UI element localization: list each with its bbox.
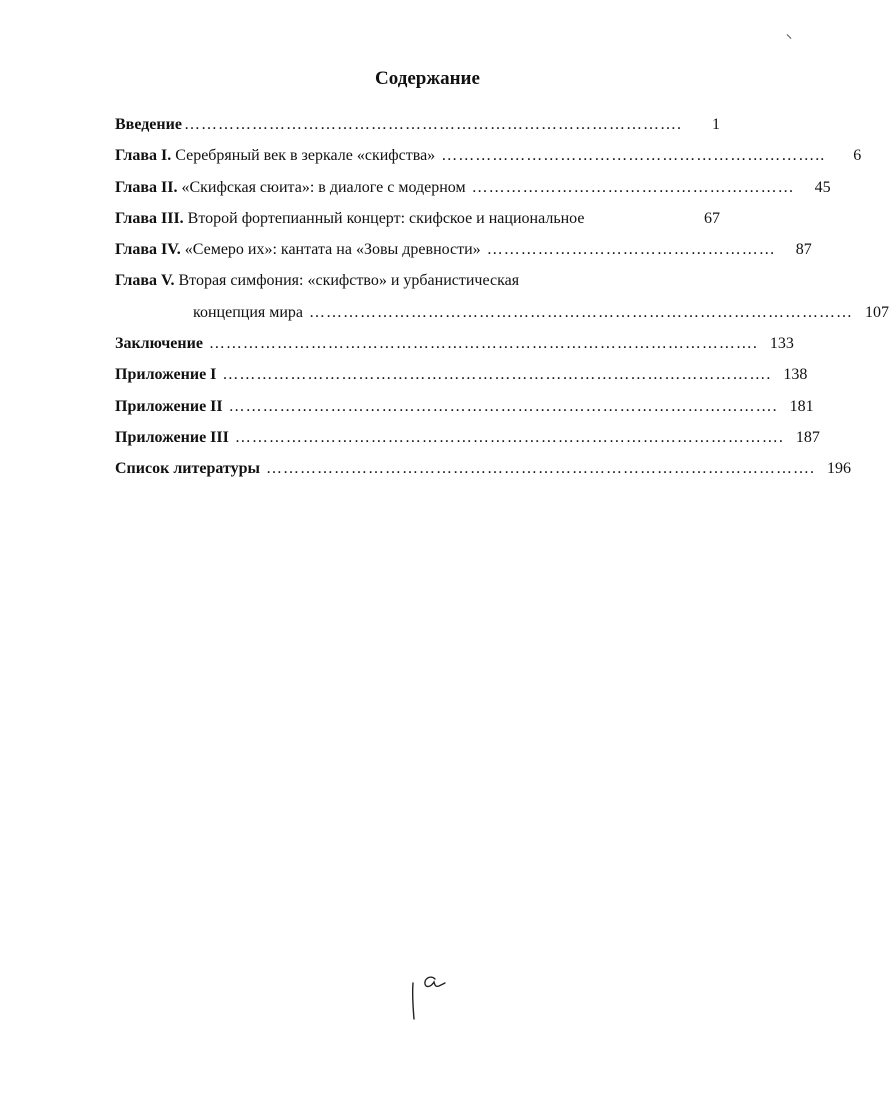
- toc-page-number: 107: [865, 303, 889, 321]
- toc-page-number: 138: [783, 366, 808, 384]
- toc-entry-chapter-5-continued: концепция мира …………………………………………………………………………………… 107: [115, 302, 720, 333]
- toc-entry-introduction: Введение ……………………………………………………………………………. 1: [115, 114, 720, 145]
- toc-entry-appendix-3: Приложение III ……………………………………………………………………………………. 187: [115, 427, 720, 458]
- toc-entry-title: Второй фортепианный концерт: скифское и национальное: [183, 209, 585, 227]
- toc-entry-bibliography: Список литературы ……………………………………………………………………………………. 196: [115, 458, 720, 489]
- page-title: Содержание: [375, 68, 480, 89]
- toc-page-number: 87: [795, 241, 812, 259]
- toc-entry-title: [223, 398, 227, 415]
- toc-entry-title: концепция мира: [193, 303, 308, 321]
- toc-page-number: 181: [789, 397, 814, 415]
- scan-speck: [787, 34, 792, 39]
- toc-entry-chapter-4: Глава IV. «Семеро их»: кантата на «Зовы древности» …………………………………………… 87: [115, 239, 720, 270]
- handwritten-note-text: a: [405, 975, 406, 976]
- toc-entry-chapter-3: [115, 208, 720, 239]
- toc-page-number: 6: [853, 147, 862, 165]
- toc-entry-label: Приложение II: [115, 397, 223, 415]
- toc-entry-title: [229, 429, 233, 446]
- toc-page-number: 196: [827, 460, 851, 478]
- toc-entry-label: Приложение I: [115, 366, 217, 384]
- toc-entry-chapter-5: [115, 270, 720, 301]
- toc-entry-label: Введение: [115, 116, 182, 133]
- toc-entry-conclusion: Заключение ……………………………………………………………………………………. 133: [115, 333, 720, 364]
- toc-entry-label: Заключение: [115, 335, 203, 353]
- toc-entry-title: [203, 335, 207, 352]
- toc-page-number: 187: [795, 428, 820, 446]
- toc-entry-title: [260, 460, 264, 477]
- toc-entry-title: Серебряный век в зеркале «скифства»: [171, 147, 440, 165]
- toc-entry-appendix-2: Приложение II ……………………………………………………………………………………. 181: [115, 396, 720, 427]
- toc-page-number: 133: [769, 335, 794, 353]
- toc-entry-label: Глава IV.: [115, 241, 181, 259]
- toc-entry-label: Глава I.: [115, 147, 172, 165]
- toc-entry-label: Список литературы: [115, 460, 260, 478]
- toc-page-number: 67: [704, 209, 720, 227]
- toc-entry-label: Глава III.: [115, 209, 184, 227]
- toc-page-number: 1: [712, 116, 720, 133]
- toc-entry-chapter-2: Глава II. «Скифская сюита»: в диалоге с модерном ………………………………………………… 45: [115, 177, 720, 208]
- toc-page-number: 45: [814, 178, 831, 196]
- toc-entry-appendix-1: Приложение I ……………………………………………………………………………………. 138: [115, 364, 720, 395]
- table-of-contents: [115, 114, 889, 490]
- toc-entry-title: [216, 366, 220, 383]
- toc-entry-label: Приложение III: [115, 428, 229, 446]
- toc-entry-title: «Семеро их»: кантата на «Зовы древности»: [180, 241, 485, 259]
- toc-entry-title: Вторая симфония: «скифство» и урбанистическая: [174, 272, 520, 290]
- toc-entry-label: Глава II.: [115, 178, 178, 196]
- toc-entry-label: Глава V.: [115, 272, 175, 290]
- toc-entry-title: «Скифская сюита»: в диалоге с модерном: [177, 178, 470, 196]
- toc-entry-chapter-1: Глава I. Серебряный век в зеркале «скифства» ………………………………………………………….. 6: [115, 145, 720, 176]
- handwritten-page-mark: [405, 975, 455, 1025]
